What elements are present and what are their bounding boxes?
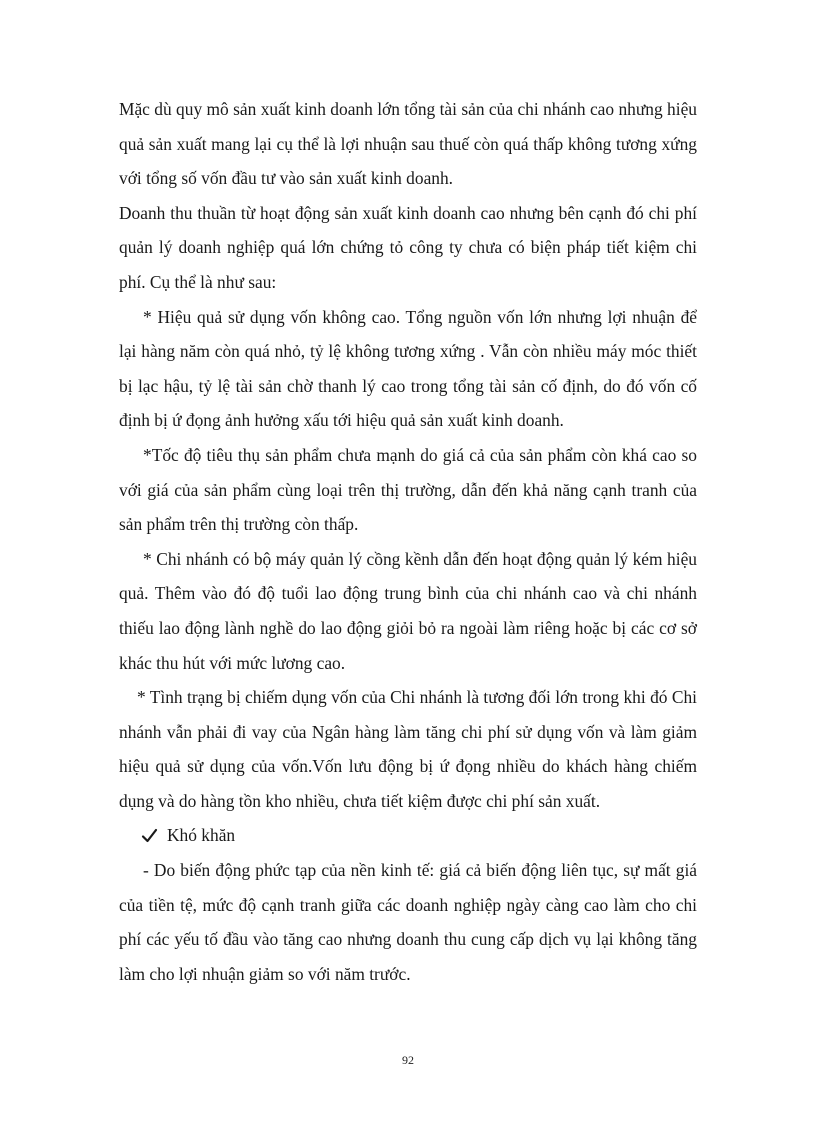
page-number: 92 xyxy=(402,1053,414,1067)
paragraph-4: *Tốc độ tiêu thụ sản phẩm chưa mạnh do giá cả của sản phẩm còn khá cao so với giá của sản phẩm cùng loại trên thị trường, dẫn đến khả năng cạnh tranh của sản phẩm trên thị trường còn thấp. xyxy=(119,444,697,535)
paragraph-6: * Tình trạng bị chiếm dụng vốn của Chi nhánh là tương đối lớn trong khi đó Chi nhánh vẫn phải đi vay của Ngân hàng làm tăng chi phí sử dụng vốn và làm giảm hiệu quả sử dụng của vốn.Vốn lưu động bị ứ đọng nhiều do khách hàng chiếm dụng và do hàng tồn kho nhiều, chưa tiết kiệm được chi phí sản xuất. xyxy=(119,687,697,811)
paragraph-1: Mặc dù quy mô sản xuất kinh doanh lớn tổng tài sản của chi nhánh cao nhưng hiệu quả sản xuất mang lại cụ thể là lợi nhuận sau thuế còn quá thấp không tương xứng với tổng số vốn đầu tư vào sản xuất kinh doanh. xyxy=(119,99,697,189)
check-icon xyxy=(141,827,158,844)
paragraph-2: Doanh thu thuần từ hoạt động sản xuất kinh doanh cao nhưng bên cạnh đó chi phí quản lý doanh nghiệp quá lớn chứng tỏ công ty chưa có biện pháp tiết kiệm chi phí. Cụ thể là như sau: xyxy=(119,202,697,292)
section-heading xyxy=(119,818,697,853)
document-page xyxy=(119,92,697,991)
paragraph-5: * Chi nhánh có bộ máy quản lý cồng kềnh dẫn đến hoạt động quản lý kém hiệu quả. Thêm vào đó độ tuổi lao động trung bình của chi nhánh cao và chi nhánh thiếu lao động lành nghề do lao động giỏi bỏ ra ngoài làm riêng hoặc bị các cơ sở khác thu hút với mức lương cao. xyxy=(119,548,697,673)
section-heading-text: Khó khăn xyxy=(167,825,236,846)
paragraph-7: - Do biến động phức tạp của nền kinh tế: giá cả biến động liên tục, sự mất giá của tiền tệ, mức độ cạnh tranh giữa các doanh nghiệp ngày càng cao làm cho chi phí các yếu tố đầu vào tăng cao nhưng doanh thu cung cấp dịch vụ lại không tăng làm cho lợi nhuận giảm so với năm trước. xyxy=(119,860,697,984)
paragraph-3: * Hiệu quả sử dụng vốn không cao. Tổng nguồn vốn lớn nhưng lợi nhuận để lại hàng năm còn quá nhỏ, tỷ lệ không tương xứng . Vẫn còn nhiều máy móc thiết bị lạc hậu, tỷ lệ tài sản chờ thanh lý cao trong tổng tài sản cố định, do đó vốn cố định bị ứ đọng ảnh hưởng xấu tới hiệu quả sản xuất kinh doanh. xyxy=(119,306,697,431)
